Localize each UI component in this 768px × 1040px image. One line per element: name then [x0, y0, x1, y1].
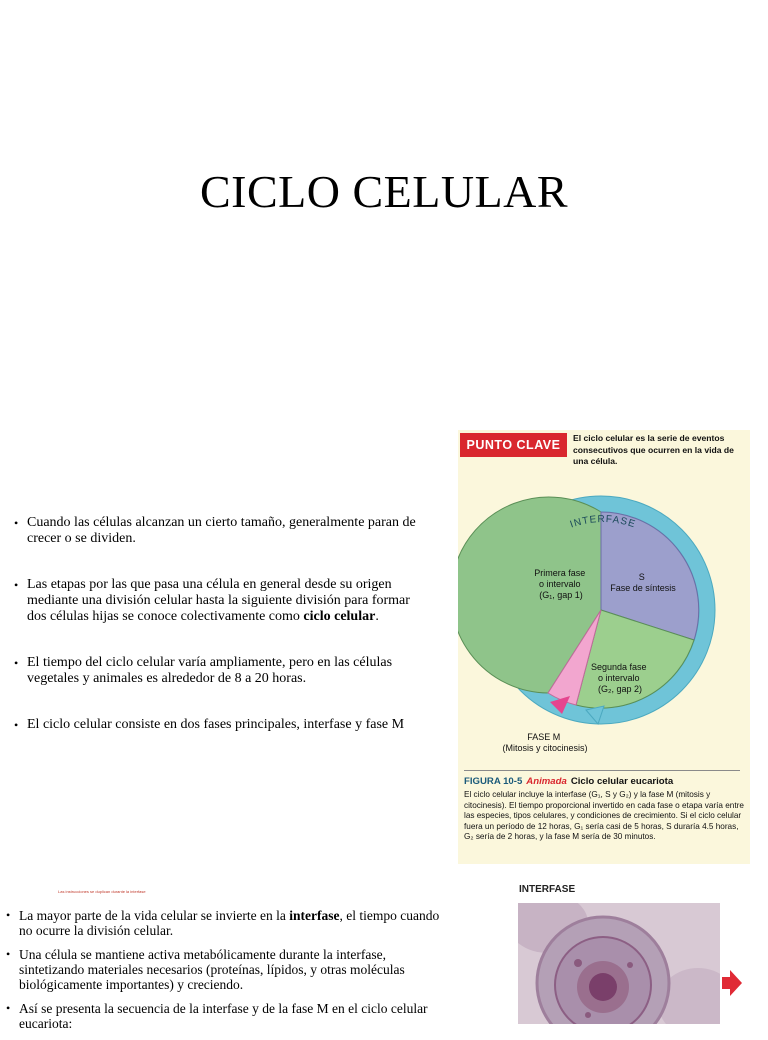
bullet-item: • El tiempo del ciclo celular varía ampliamente, pero en las células vegetales y animales es alrededor de 8 a 20 horas. — [8, 655, 423, 687]
figure-caption-body: El ciclo celular incluye la interfase (G₁, S y G₂) y la fase M (mitosis y citocinesis). El tiempo proporcional invertido en cada fase o etapa varía entre las especies, tipos celulares, y condiciones de crecimiento. Si el ciclo celular fuera un período de 12 horas, G₁ sería casi de 5 horas, S duraría 4.5 horas, G₂ sería de 2 horas, y la fase M sería de 30 minutos. — [464, 790, 744, 842]
top-bullet-list — [8, 515, 423, 763]
slide-title: CICLO CELULAR — [199, 166, 569, 217]
bullet-item: • El ciclo celular consiste en dos fases principales, interfase y fase M — [8, 717, 423, 733]
bullet-item: • Las etapas por las que pasa una célula en general desde su origen mediante una división celular hasta la siguiente división para formar dos células hijas se conoce colectivamente como ciclo celular. — [8, 577, 423, 625]
m-label: FASE M (Mitosis y citocinesis) — [502, 732, 588, 753]
bottom-bullet-list — [0, 908, 440, 1040]
cell-cycle-figure — [458, 430, 750, 864]
cell-cycle-diagram — [458, 470, 750, 770]
g1-label: Primera fase o intervalo (G₁, gap 1) — [534, 568, 586, 600]
interfase-ring-label: INTERFASE — [568, 514, 638, 531]
caption-divider — [464, 770, 740, 771]
punto-clave-badge: PUNTO CLAVE — [460, 433, 567, 457]
bullet-item: • Así se presenta la secuencia de la interfase y de la fase M en el ciclo celular eucariota: — [0, 1001, 440, 1031]
bullet-item: • Cuando las células alcanzan un cierto tamaño, generalmente paran de crecer o se dividen. — [8, 515, 423, 547]
figure-caption-title: FIGURA 10-5 Animada Ciclo celular eucariota — [464, 776, 674, 787]
g2-label: Segunda fase o intervalo (G₂, gap 2) — [590, 662, 647, 694]
micrograph-label: INTERFASE — [519, 884, 576, 895]
bullet-item: • La mayor parte de la vida celular se invierte en la interfase, el tiempo cuando no ocurre la división celular. — [0, 908, 440, 938]
interfase-micrograph — [518, 903, 720, 1024]
s-label: S Fase de síntesis — [610, 572, 676, 593]
key-point-text: El ciclo celular es la serie de eventos consecutivos que ocurren en la vida de una célula. — [573, 433, 734, 466]
next-arrow-icon — [722, 968, 742, 998]
tiny-note: Las instrucciones se duplican durante la interfase — [58, 889, 146, 894]
bullet-item: • Una célula se mantiene activa metabólicamente durante la interfase, sintetizando materiales necesarios (proteínas, lípidos, y otras moléculas biológicamente importantes) y creciendo. — [0, 947, 440, 992]
